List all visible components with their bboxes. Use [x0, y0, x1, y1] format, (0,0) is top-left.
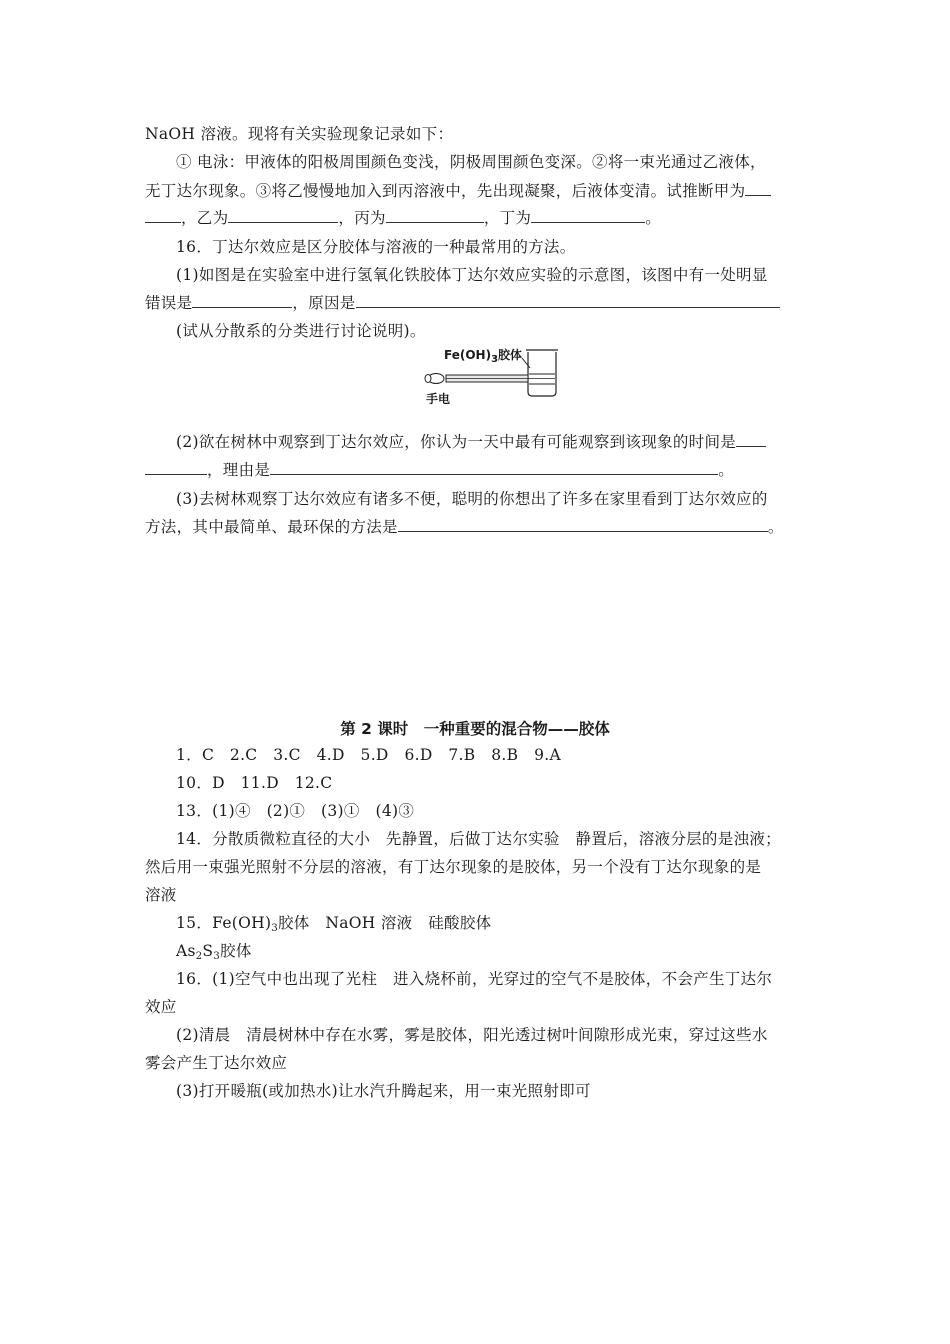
- answer-blank[interactable]: [386, 208, 484, 223]
- text-segment: 。: [767, 518, 784, 536]
- text-segment: ，丙为: [338, 209, 386, 227]
- answer-blank[interactable]: [145, 460, 207, 475]
- answer-blank[interactable]: [736, 432, 766, 447]
- text-segment: (2)欲在树林中观察到丁达尔效应，你认为一天中最有可能观察到该现象的时间是: [176, 433, 737, 451]
- text-segment: 。: [645, 209, 662, 227]
- answer-line: 溶液: [145, 886, 177, 904]
- answer-line: 10．D 11.D 12.C: [176, 774, 333, 792]
- answer-line: (3)打开暖瓶(或加热水)让水汽升腾起来，用一束光照射即可: [176, 1082, 591, 1100]
- answer-blank[interactable]: [270, 460, 718, 475]
- answer-line: (2)清晨 清晨树林中存在水雾，雾是胶体，阳光透过树叶间隙形成光束，穿过这些水: [176, 1026, 768, 1044]
- text-line: (1)如图是在实验室中进行氢氧化铁胶体丁达尔效应实验的示意图，该图中有一处明显: [176, 266, 768, 284]
- answer-line: 雾会产生丁达尔效应: [145, 1054, 288, 1072]
- answer-line: 16．(1)空气中也出现了光柱 进入烧杯前，光穿过的空气不是胶体，不会产生丁达尔: [176, 970, 773, 988]
- answer-blank[interactable]: [356, 293, 780, 308]
- text-line: (试从分散系的分类进行讨论说明)。: [176, 322, 426, 340]
- text-segment: ，理由是: [207, 461, 271, 479]
- text-line: (3)去树林观察丁达尔效应有诸多不便，聪明的你想出了许多在家里看到丁达尔效应的: [176, 490, 768, 508]
- answer-line: 13．(1)④ (2)① (3)① (4)③: [176, 802, 415, 820]
- text-line: 16．丁达尔效应是区分胶体与溶液的一种最常用的方法。: [176, 238, 576, 256]
- text-line: ① 电泳：甲液体的阳极周围颜色变浅，阴极周围颜色变深。②将一束光通过乙液体，: [176, 153, 766, 171]
- text-segment: 错误是: [145, 294, 193, 312]
- answer-line: 然后用一束强光照射不分层的溶液，有丁达尔现象的是胶体，另一个没有丁达尔现象的是: [145, 858, 762, 876]
- answer-blank[interactable]: [398, 517, 768, 532]
- answer-line: 14．分散质微粒直径的大小 先静置，后做丁达尔实验 静置后，溶液分层的是浊液；: [176, 830, 781, 848]
- answer-line: 1．C 2.C 3.C 4.D 5.D 6.D 7.B 8.B 9.A: [176, 746, 562, 764]
- figure-label-colloid: $Fe(OH)_3$胶体: [444, 348, 523, 365]
- answer-blank[interactable]: [228, 208, 338, 223]
- answer-blank[interactable]: [145, 208, 181, 223]
- text-line: [145, 181, 771, 201]
- answers-title: 第 2 课时 一种重要的混合物——胶体: [340, 720, 610, 738]
- text-segment: ，原因是: [292, 294, 356, 312]
- text-segment: ，乙为: [181, 209, 229, 227]
- answer-line: 效应: [145, 998, 177, 1016]
- text-line: [176, 432, 766, 452]
- text-line: [145, 460, 734, 480]
- answer-blank[interactable]: [531, 208, 645, 223]
- answer-blank[interactable]: [192, 293, 292, 308]
- tyndall-figure: [418, 340, 578, 410]
- text-line: [145, 517, 784, 537]
- text-line: NaOH 溶液。现将有关实验现象记录如下：: [145, 125, 454, 143]
- figure-label-flashlight: 手电: [426, 392, 451, 406]
- text-segment: 。: [718, 461, 735, 479]
- text-segment: 无丁达尔现象。③将乙慢慢地加入到丙溶液中，先出现凝聚，后液体变清。试推断甲为: [145, 182, 746, 200]
- answer-blank[interactable]: [745, 181, 771, 196]
- text-line: [145, 293, 780, 313]
- text-segment: 方法，其中最简单、最环保的方法是: [145, 518, 398, 536]
- text-segment: ，丁为: [483, 209, 532, 227]
- text-line: [145, 208, 661, 228]
- answer-line: 15．$Fe(OH)_3$胶体 NaOH 溶液 硅酸胶体: [176, 914, 492, 934]
- answer-line: $As_2S_3$胶体: [176, 942, 252, 962]
